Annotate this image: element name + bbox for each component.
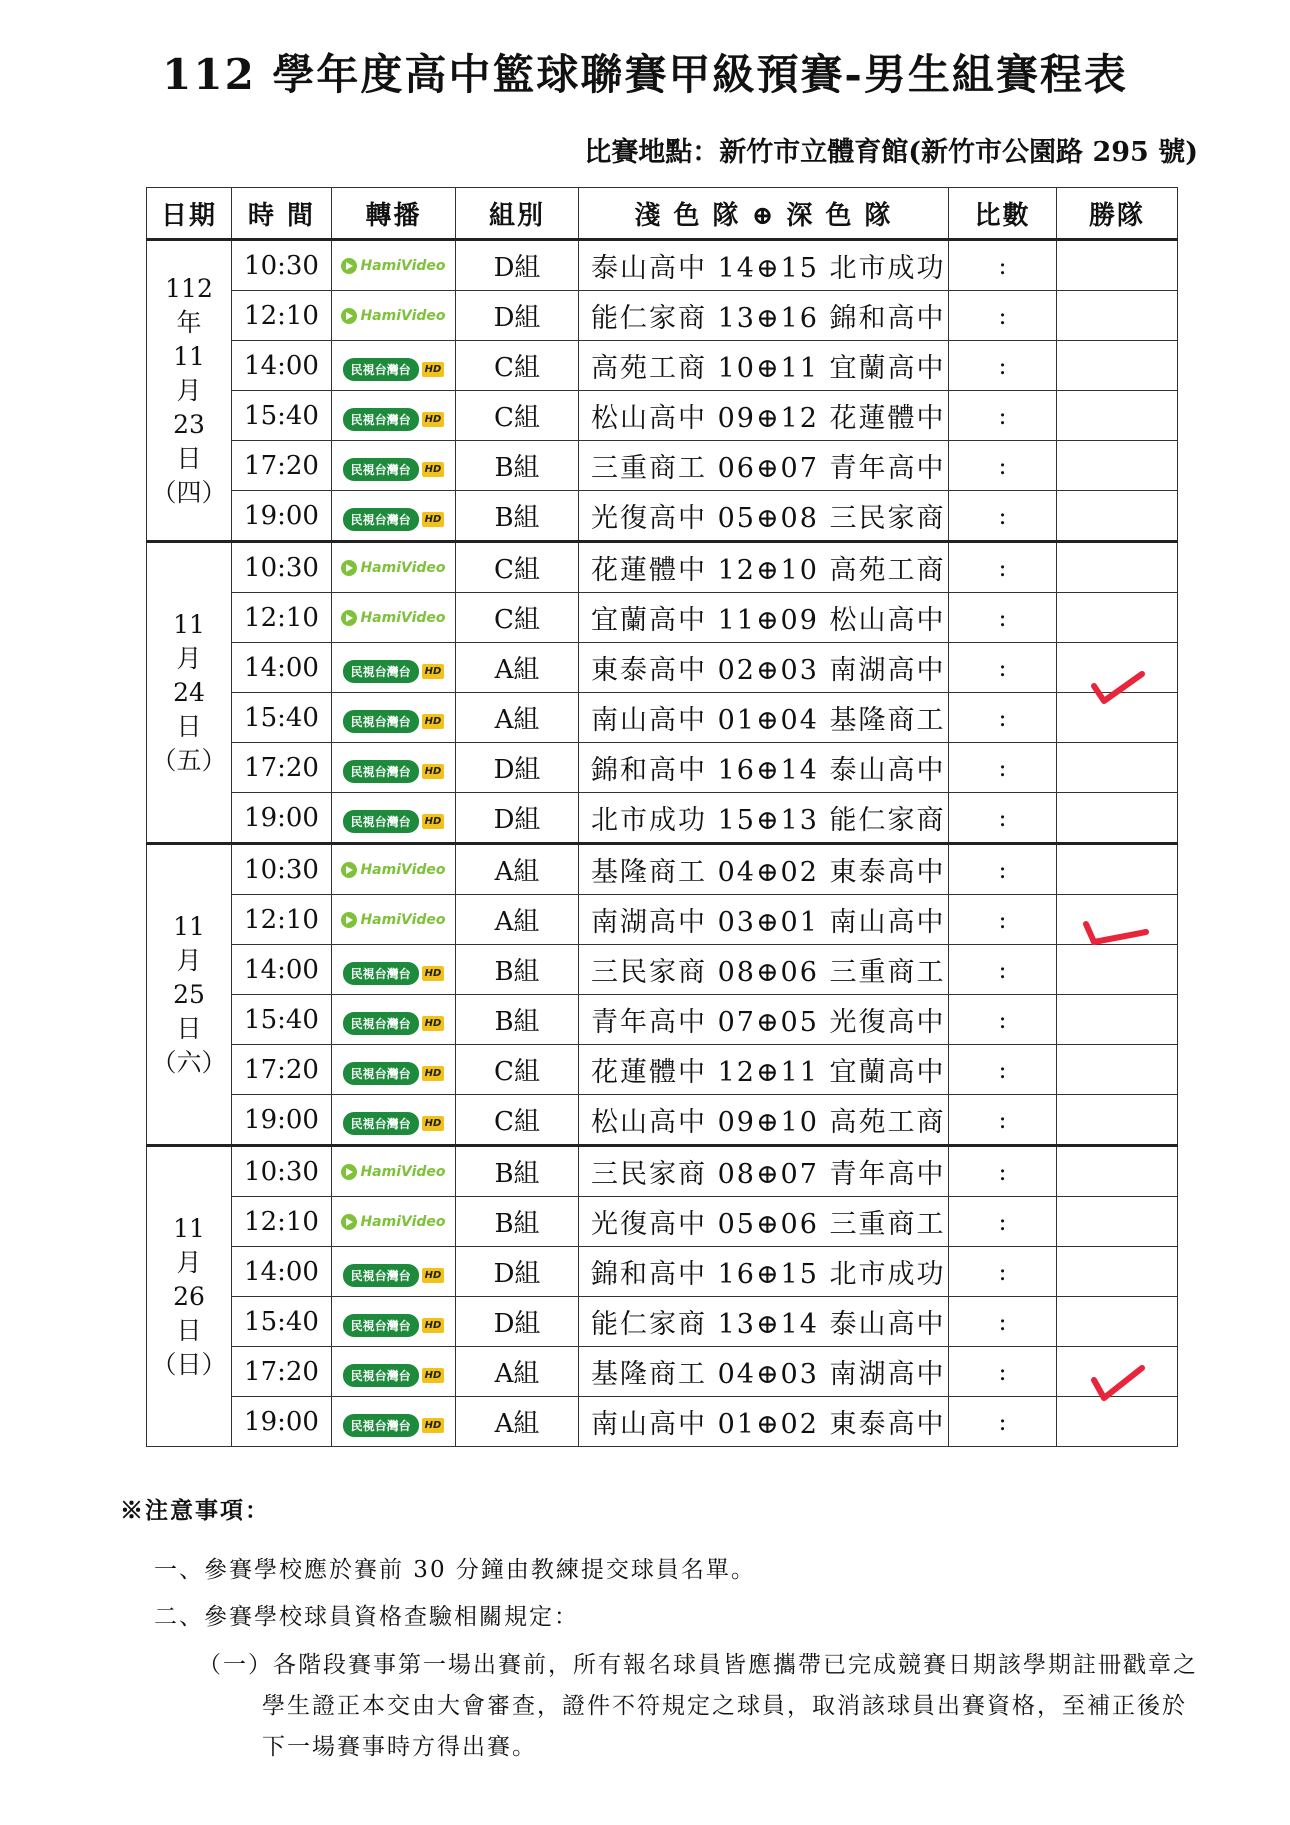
score-cell: : — [949, 895, 1057, 945]
play-ball-icon — [341, 912, 357, 928]
score-cell: : — [949, 491, 1057, 542]
teams-cell: 能仁家商 13⊕16 錦和高中 — [579, 291, 949, 341]
teams-cell: 高苑工商 10⊕11 宜蘭高中 — [579, 341, 949, 391]
teams-cell: 東泰高中 02⊕03 南湖高中 — [579, 643, 949, 693]
header-winner: 勝隊 — [1057, 188, 1178, 240]
time-cell: 10:30 — [232, 844, 332, 895]
table-row — [147, 1297, 1178, 1347]
hamivideo-logo-text: HamiVideo — [360, 559, 446, 576]
score-cell: : — [949, 1347, 1057, 1397]
teams-cell: 基隆商工 04⊕02 東泰高中 — [579, 844, 949, 895]
table-row — [147, 1045, 1178, 1095]
hd-badge: HD — [422, 362, 445, 377]
table-row — [147, 542, 1178, 593]
time-cell: 19:00 — [232, 793, 332, 844]
play-ball-icon — [341, 1164, 357, 1180]
ftv-logo-icon — [343, 358, 445, 381]
hamivideo-logo-icon — [341, 560, 445, 576]
table-row — [147, 593, 1178, 643]
hd-badge: HD — [422, 664, 445, 679]
group-cell: D組 — [456, 743, 579, 793]
date-line: 年 — [176, 307, 202, 337]
date-line: （六） — [151, 1047, 227, 1077]
group-cell: C組 — [456, 341, 579, 391]
group-cell: D組 — [456, 240, 579, 291]
ftv-logo-text: 民視台灣台 — [343, 1314, 419, 1337]
time-cell: 19:00 — [232, 1397, 332, 1447]
date-line: （日） — [151, 1349, 227, 1379]
teams-cell: 青年高中 07⊕05 光復高中 — [579, 995, 949, 1045]
teams-cell: 花蓮體中 12⊕11 宜蘭高中 — [579, 1045, 949, 1095]
date-line: 11 — [173, 609, 205, 639]
teams-cell: 宜蘭高中 11⊕09 松山高中 — [579, 593, 949, 643]
date-cell — [147, 1146, 232, 1447]
hd-badge: HD — [422, 1318, 445, 1333]
header-time: 時 間 — [232, 188, 332, 240]
date-line: 日 — [176, 1315, 202, 1345]
time-cell: 10:30 — [232, 1146, 332, 1197]
date-cell — [147, 240, 232, 542]
table-row — [147, 844, 1178, 895]
table-row — [147, 441, 1178, 491]
teams-cell: 北市成功 15⊕13 能仁家商 — [579, 793, 949, 844]
table-row — [147, 240, 1178, 291]
ftv-logo-text: 民視台灣台 — [343, 458, 419, 481]
broadcast-cell — [332, 441, 456, 491]
date-line: 日 — [176, 1013, 202, 1043]
table-row — [147, 1397, 1178, 1447]
time-cell: 10:30 — [232, 542, 332, 593]
score-cell: : — [949, 1146, 1057, 1197]
time-cell: 17:20 — [232, 1347, 332, 1397]
date-line: 日 — [176, 711, 202, 741]
broadcast-cell — [332, 491, 456, 542]
hd-badge: HD — [422, 512, 445, 527]
teams-cell: 花蓮體中 12⊕10 高苑工商 — [579, 542, 949, 593]
hd-badge: HD — [422, 1268, 445, 1283]
date-line: 25 — [173, 979, 205, 1009]
group-cell: B組 — [456, 945, 579, 995]
broadcast-cell — [332, 844, 456, 895]
note-item-2-1: （一）各階段賽事第一場出賽前，所有報名球員皆應攜帶已完成競賽日期該學期註冊戳章之學生證正本交由大會審查，證件不符規定之球員，取消該球員出賽資格，至補正後於下一場賽事時方得出賽。 — [198, 1652, 1198, 1760]
check-mark-stroke — [1094, 674, 1142, 701]
score-cell: : — [949, 1297, 1057, 1347]
winner-cell — [1057, 844, 1178, 895]
ftv-logo-icon — [343, 1112, 445, 1135]
winner-cell — [1057, 542, 1178, 593]
broadcast-cell — [332, 1197, 456, 1247]
check-mark-icon — [1088, 1360, 1148, 1404]
check-mark-icon — [1080, 912, 1152, 952]
ftv-logo-text: 民視台灣台 — [343, 810, 419, 833]
group-cell: C組 — [456, 391, 579, 441]
ftv-logo-icon — [343, 710, 445, 733]
time-cell: 17:20 — [232, 441, 332, 491]
table-row — [147, 793, 1178, 844]
winner-cell — [1057, 945, 1178, 995]
table-row — [147, 743, 1178, 793]
header-teams: 淺 色 隊 ⊕ 深 色 隊 — [579, 188, 949, 240]
teams-cell: 光復高中 05⊕06 三重商工 — [579, 1197, 949, 1247]
table-header-row — [147, 188, 1178, 240]
date-line: （四） — [151, 477, 227, 507]
broadcast-cell — [332, 1045, 456, 1095]
notes-section — [120, 1492, 1200, 1768]
winner-cell — [1057, 995, 1178, 1045]
ftv-logo-text: 民視台灣台 — [343, 358, 419, 381]
table-row — [147, 1347, 1178, 1397]
group-cell: A組 — [456, 643, 579, 693]
hd-badge: HD — [422, 714, 445, 729]
group-cell: D組 — [456, 1247, 579, 1297]
note-item-2: 二、參賽學校球員資格查驗相關規定： — [154, 1604, 579, 1630]
date-line: 月 — [176, 375, 202, 405]
hd-badge: HD — [422, 1116, 445, 1131]
venue-info: 比賽地點：新竹市立體育館(新竹市公園路 295 號) — [584, 137, 1198, 168]
broadcast-cell — [332, 291, 456, 341]
winner-cell — [1057, 593, 1178, 643]
time-cell: 12:10 — [232, 291, 332, 341]
score-cell: : — [949, 593, 1057, 643]
winner-cell — [1057, 1197, 1178, 1247]
winner-cell — [1057, 1397, 1178, 1447]
score-cell: : — [949, 844, 1057, 895]
ftv-logo-text: 民視台灣台 — [343, 508, 419, 531]
time-cell: 14:00 — [232, 341, 332, 391]
play-ball-icon — [341, 560, 357, 576]
time-cell: 15:40 — [232, 995, 332, 1045]
note-item-1: 一、參賽學校應於賽前 30 分鐘由教練提交球員名單。 — [154, 1557, 756, 1583]
broadcast-cell — [332, 895, 456, 945]
ftv-logo-text: 民視台灣台 — [343, 1264, 419, 1287]
time-cell: 15:40 — [232, 693, 332, 743]
play-ball-icon — [341, 308, 357, 324]
ftv-logo-text: 民視台灣台 — [343, 1112, 419, 1135]
broadcast-cell — [332, 391, 456, 441]
winner-cell — [1057, 743, 1178, 793]
time-cell: 12:10 — [232, 593, 332, 643]
group-cell: D組 — [456, 793, 579, 844]
broadcast-cell — [332, 1146, 456, 1197]
ftv-logo-icon — [343, 1264, 445, 1287]
hamivideo-logo-text: HamiVideo — [360, 307, 446, 324]
ftv-logo-icon — [343, 660, 445, 683]
time-cell: 17:20 — [232, 1045, 332, 1095]
winner-cell — [1057, 491, 1178, 542]
header-broadcast: 轉播 — [332, 188, 456, 240]
score-cell: : — [949, 1247, 1057, 1297]
time-cell: 12:10 — [232, 1197, 332, 1247]
hd-badge: HD — [422, 1418, 445, 1433]
group-cell: C組 — [456, 1095, 579, 1146]
ftv-logo-icon — [343, 458, 445, 481]
score-cell: : — [949, 341, 1057, 391]
broadcast-cell — [332, 945, 456, 995]
hamivideo-logo-text: HamiVideo — [360, 609, 446, 626]
ftv-logo-text: 民視台灣台 — [343, 1414, 419, 1437]
ftv-logo-text: 民視台灣台 — [343, 1062, 419, 1085]
table-row — [147, 341, 1178, 391]
hamivideo-logo-icon — [341, 1164, 445, 1180]
teams-cell: 能仁家商 13⊕14 泰山高中 — [579, 1297, 949, 1347]
broadcast-cell — [332, 593, 456, 643]
score-cell: : — [949, 1095, 1057, 1146]
hd-badge: HD — [422, 462, 445, 477]
score-cell: : — [949, 542, 1057, 593]
broadcast-cell — [332, 995, 456, 1045]
date-line: 24 — [173, 677, 205, 707]
ftv-logo-icon — [343, 1414, 445, 1437]
play-ball-icon — [341, 258, 357, 274]
score-cell: : — [949, 693, 1057, 743]
ftv-logo-icon — [343, 1012, 445, 1035]
ftv-logo-text: 民視台灣台 — [343, 408, 419, 431]
check-mark-stroke — [1086, 924, 1146, 942]
ftv-logo-text: 民視台灣台 — [343, 1364, 419, 1387]
teams-cell: 松山高中 09⊕12 花蓮體中 — [579, 391, 949, 441]
hamivideo-logo-text: HamiVideo — [360, 1163, 446, 1180]
winner-cell — [1057, 1095, 1178, 1146]
group-cell: A組 — [456, 844, 579, 895]
ftv-logo-icon — [343, 1314, 445, 1337]
hamivideo-logo-icon — [341, 258, 445, 274]
check-mark-icon — [1088, 668, 1148, 708]
winner-cell — [1057, 793, 1178, 844]
score-cell: : — [949, 793, 1057, 844]
hd-badge: HD — [422, 814, 445, 829]
score-cell: : — [949, 291, 1057, 341]
page-title: 112 學年度高中籃球聯賽甲級預賽-男生組賽程表 — [162, 50, 1128, 99]
table-row — [147, 895, 1178, 945]
time-cell: 10:30 — [232, 240, 332, 291]
play-ball-icon — [341, 610, 357, 626]
table-row — [147, 995, 1178, 1045]
header-date: 日期 — [147, 188, 232, 240]
ftv-logo-icon — [343, 810, 445, 833]
teams-cell: 錦和高中 16⊕14 泰山高中 — [579, 743, 949, 793]
notes-heading: ※注意事項： — [120, 1497, 270, 1524]
broadcast-cell — [332, 341, 456, 391]
broadcast-cell — [332, 1297, 456, 1347]
hamivideo-logo-icon — [341, 308, 445, 324]
check-mark-stroke — [1094, 1368, 1142, 1398]
table-row — [147, 291, 1178, 341]
date-line: 月 — [176, 643, 202, 673]
group-cell: B組 — [456, 441, 579, 491]
time-cell: 12:10 — [232, 895, 332, 945]
date-cell — [147, 542, 232, 844]
winner-cell — [1057, 391, 1178, 441]
group-cell: B組 — [456, 1146, 579, 1197]
group-cell: C組 — [456, 593, 579, 643]
group-cell: A組 — [456, 693, 579, 743]
hamivideo-logo-icon — [341, 1214, 445, 1230]
time-cell: 14:00 — [232, 945, 332, 995]
score-cell: : — [949, 945, 1057, 995]
score-cell: : — [949, 643, 1057, 693]
group-cell: A組 — [456, 1347, 579, 1397]
ftv-logo-text: 民視台灣台 — [343, 660, 419, 683]
table-row — [147, 693, 1178, 743]
group-cell: C組 — [456, 542, 579, 593]
group-cell: A組 — [456, 895, 579, 945]
ftv-logo-icon — [343, 408, 445, 431]
score-cell: : — [949, 391, 1057, 441]
time-cell: 19:00 — [232, 1095, 332, 1146]
teams-cell: 泰山高中 14⊕15 北市成功 — [579, 240, 949, 291]
date-line: （五） — [151, 745, 227, 775]
header-score: 比數 — [949, 188, 1057, 240]
hamivideo-logo-text: HamiVideo — [360, 1213, 446, 1230]
score-cell: : — [949, 441, 1057, 491]
hd-badge: HD — [422, 1016, 445, 1031]
ftv-logo-icon — [343, 508, 445, 531]
ftv-logo-text: 民視台灣台 — [343, 760, 419, 783]
broadcast-cell — [332, 542, 456, 593]
teams-cell: 南湖高中 03⊕01 南山高中 — [579, 895, 949, 945]
play-ball-icon — [341, 862, 357, 878]
table-row — [147, 491, 1178, 542]
teams-cell: 南山高中 01⊕02 東泰高中 — [579, 1397, 949, 1447]
hd-badge: HD — [422, 764, 445, 779]
date-line: 月 — [176, 1247, 202, 1277]
ftv-logo-icon — [343, 1364, 445, 1387]
hamivideo-logo-icon — [341, 912, 445, 928]
group-cell: B組 — [456, 1197, 579, 1247]
date-line: 月 — [176, 945, 202, 975]
group-cell: B組 — [456, 995, 579, 1045]
date-line: 11 — [173, 911, 205, 941]
table-row — [147, 643, 1178, 693]
teams-cell: 錦和高中 16⊕15 北市成功 — [579, 1247, 949, 1297]
score-cell: : — [949, 1397, 1057, 1447]
winner-cell — [1057, 291, 1178, 341]
winner-cell — [1057, 240, 1178, 291]
hd-badge: HD — [422, 412, 445, 427]
group-cell: B組 — [456, 491, 579, 542]
score-cell: : — [949, 995, 1057, 1045]
score-cell: : — [949, 1197, 1057, 1247]
teams-cell: 三重商工 06⊕07 青年高中 — [579, 441, 949, 491]
group-cell: D組 — [456, 291, 579, 341]
broadcast-cell — [332, 693, 456, 743]
ftv-logo-text: 民視台灣台 — [343, 962, 419, 985]
time-cell: 14:00 — [232, 643, 332, 693]
winner-cell — [1057, 1247, 1178, 1297]
teams-cell: 南山高中 01⊕04 基隆商工 — [579, 693, 949, 743]
broadcast-cell — [332, 1095, 456, 1146]
hd-badge: HD — [422, 966, 445, 981]
date-line: 112 — [165, 273, 213, 303]
broadcast-cell — [332, 793, 456, 844]
score-cell: : — [949, 1045, 1057, 1095]
winner-cell — [1057, 1045, 1178, 1095]
teams-cell: 基隆商工 04⊕03 南湖高中 — [579, 1347, 949, 1397]
hamivideo-logo-icon — [341, 610, 445, 626]
broadcast-cell — [332, 1397, 456, 1447]
group-cell: D組 — [456, 1297, 579, 1347]
hamivideo-logo-icon — [341, 862, 445, 878]
ftv-logo-icon — [343, 1062, 445, 1085]
hd-badge: HD — [422, 1368, 445, 1383]
broadcast-cell — [332, 1247, 456, 1297]
table-row — [147, 1095, 1178, 1146]
table-row — [147, 945, 1178, 995]
time-cell: 14:00 — [232, 1247, 332, 1297]
table-row — [147, 1247, 1178, 1297]
date-line: 23 — [173, 409, 205, 439]
date-line: 日 — [176, 443, 202, 473]
winner-cell — [1057, 441, 1178, 491]
table-row — [147, 1146, 1178, 1197]
time-cell: 15:40 — [232, 1297, 332, 1347]
teams-cell: 光復高中 05⊕08 三民家商 — [579, 491, 949, 542]
winner-cell — [1057, 1297, 1178, 1347]
score-cell: : — [949, 743, 1057, 793]
teams-cell: 松山高中 09⊕10 高苑工商 — [579, 1095, 949, 1146]
schedule-table — [146, 187, 1178, 1447]
ftv-logo-text: 民視台灣台 — [343, 710, 419, 733]
table-row — [147, 1197, 1178, 1247]
hd-badge: HD — [422, 1066, 445, 1081]
winner-cell — [1057, 1146, 1178, 1197]
date-cell — [147, 844, 232, 1146]
date-line: 11 — [173, 341, 205, 371]
broadcast-cell — [332, 1347, 456, 1397]
group-cell: C組 — [456, 1045, 579, 1095]
ftv-logo-text: 民視台灣台 — [343, 1012, 419, 1035]
teams-cell: 三民家商 08⊕06 三重商工 — [579, 945, 949, 995]
header-group: 組別 — [456, 188, 579, 240]
time-cell: 19:00 — [232, 491, 332, 542]
group-cell: A組 — [456, 1397, 579, 1447]
date-line: 11 — [173, 1213, 205, 1243]
hamivideo-logo-text: HamiVideo — [360, 861, 446, 878]
broadcast-cell — [332, 643, 456, 693]
play-ball-icon — [341, 1214, 357, 1230]
teams-cell: 三民家商 08⊕07 青年高中 — [579, 1146, 949, 1197]
time-cell: 15:40 — [232, 391, 332, 441]
ftv-logo-icon — [343, 760, 445, 783]
score-cell: : — [949, 240, 1057, 291]
hamivideo-logo-text: HamiVideo — [360, 257, 446, 274]
hamivideo-logo-text: HamiVideo — [360, 911, 446, 928]
broadcast-cell — [332, 743, 456, 793]
date-line: 26 — [173, 1281, 205, 1311]
broadcast-cell — [332, 240, 456, 291]
time-cell: 17:20 — [232, 743, 332, 793]
winner-cell — [1057, 341, 1178, 391]
table-row — [147, 391, 1178, 441]
ftv-logo-icon — [343, 962, 445, 985]
